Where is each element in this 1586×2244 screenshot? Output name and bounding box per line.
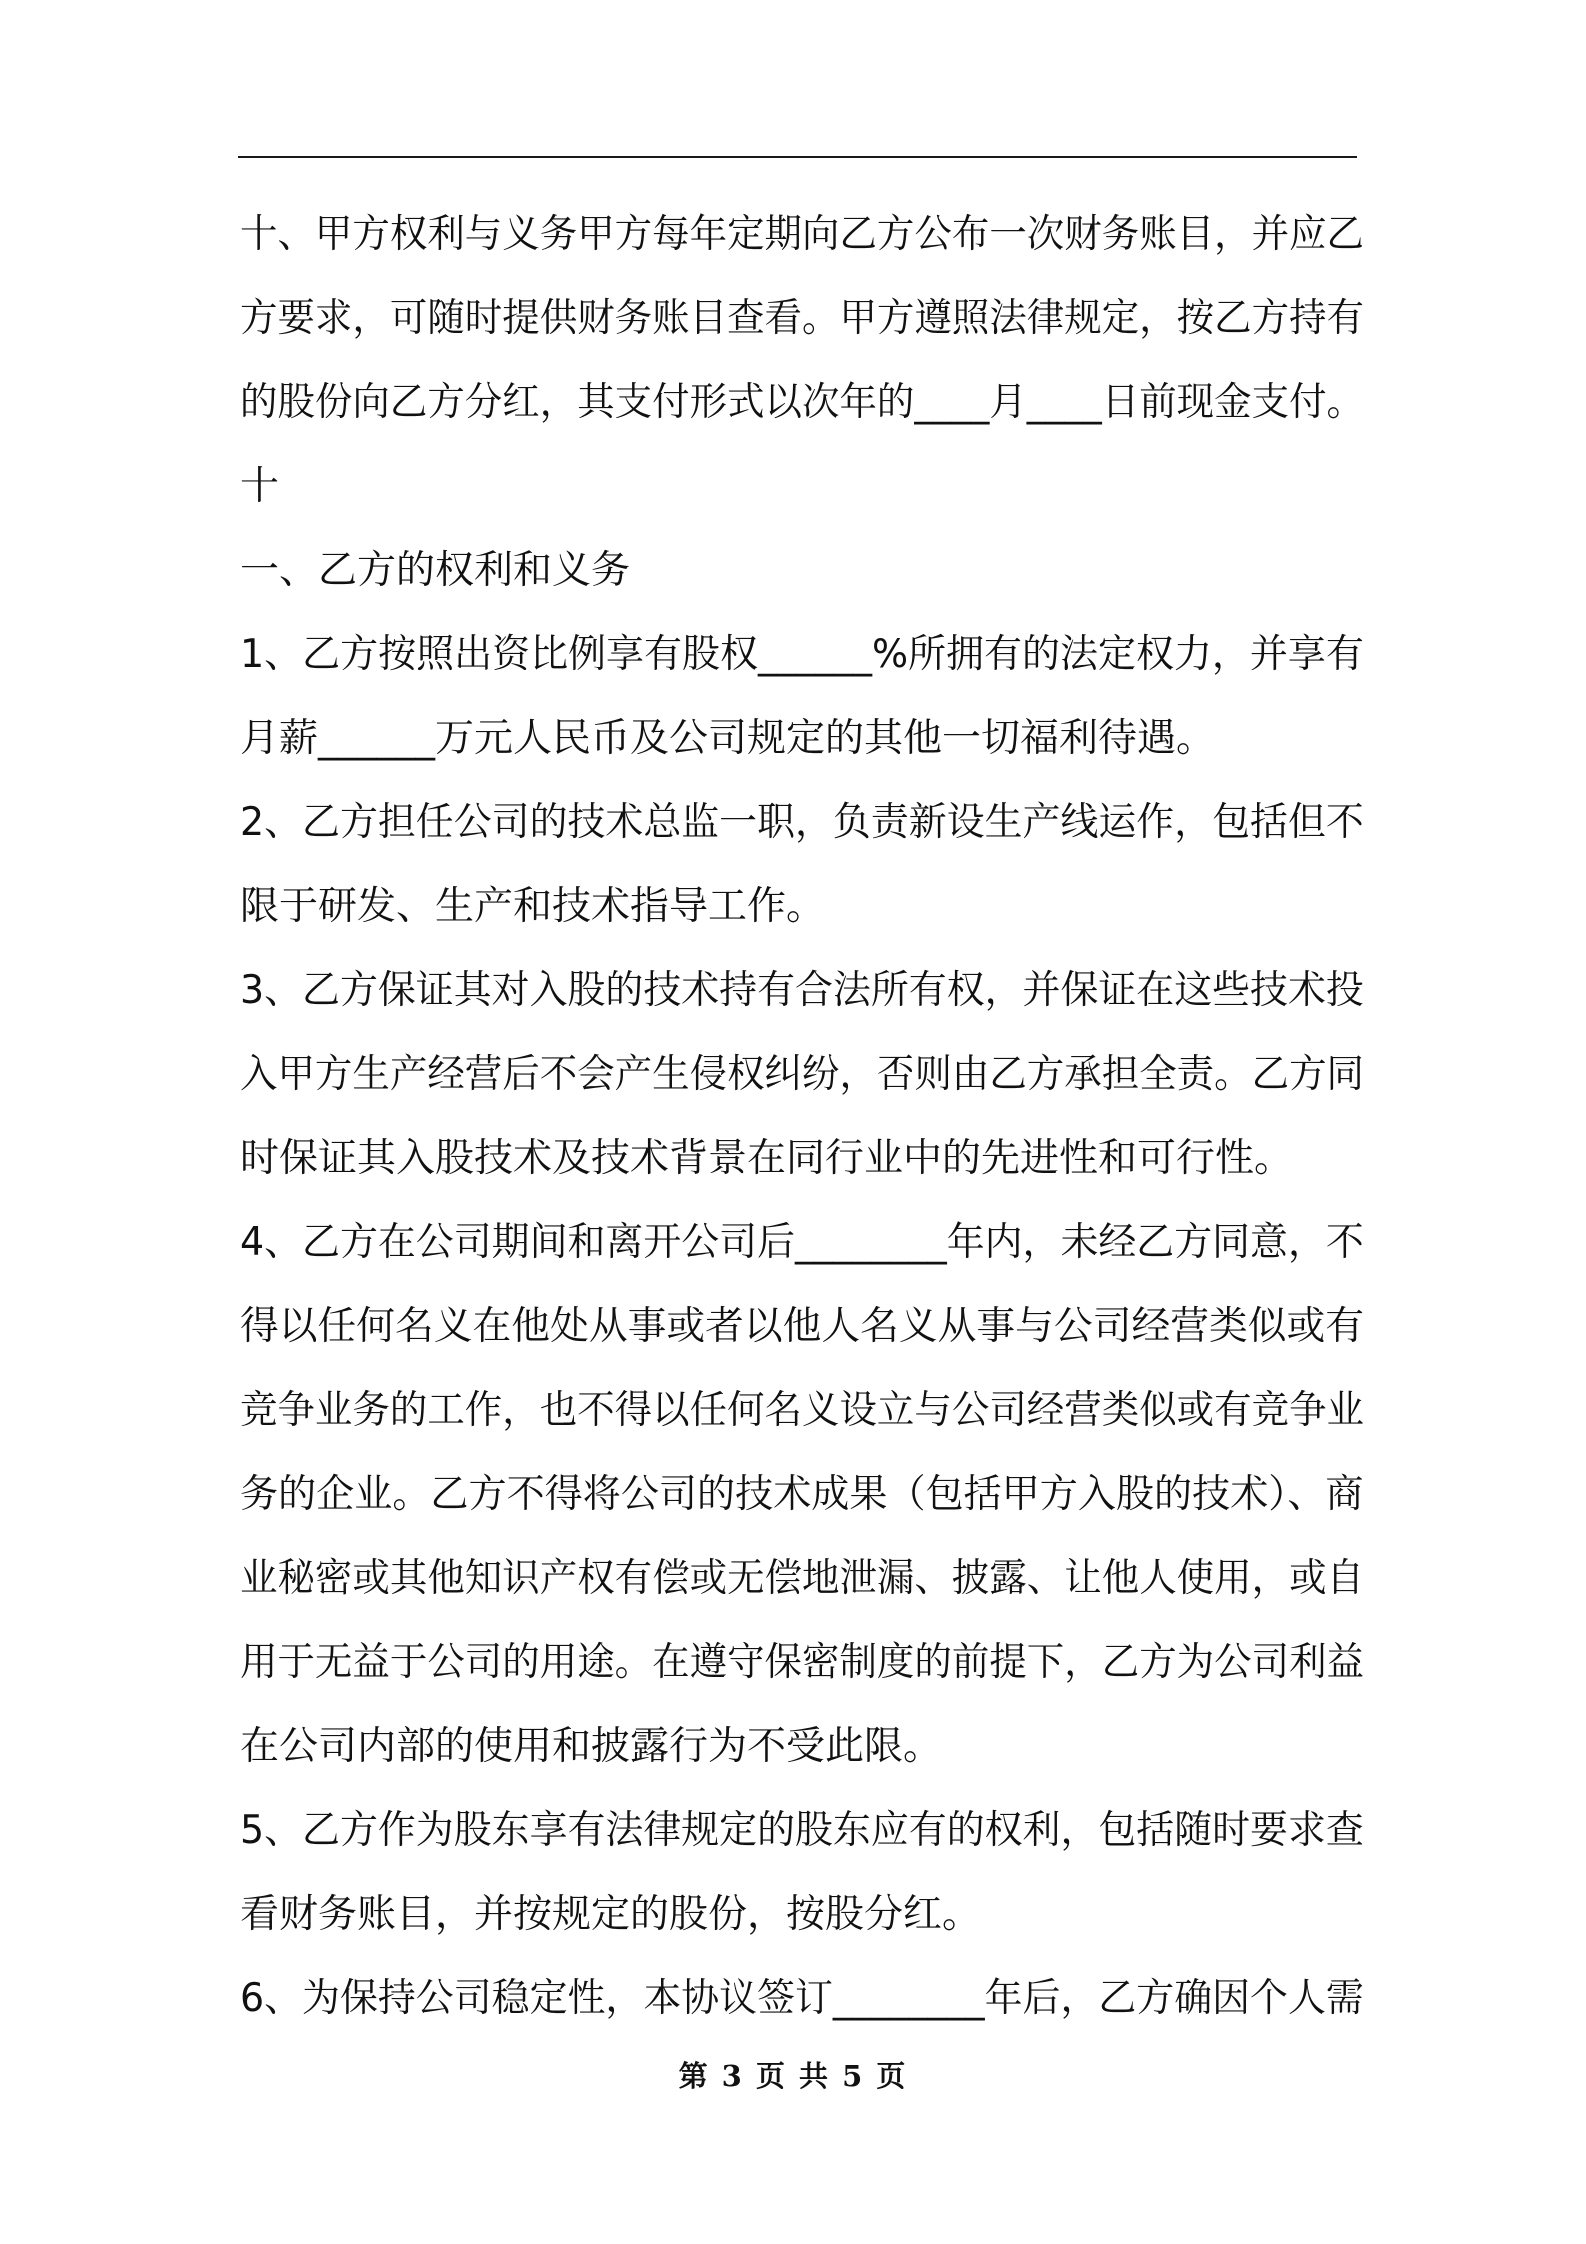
text-line: 十	[240, 464, 280, 509]
text-line: 业秘密或其他知识产权有偿或无偿地泄漏、披露、让他人使用，或自	[240, 1556, 1365, 1601]
clause-item-5	[240, 1789, 1364, 1957]
paragraph-article-10	[240, 193, 1364, 445]
text-line: 入甲方生产经营后不会产生侵权纠纷，否则由乙方承担全责。乙方同	[240, 1052, 1365, 1097]
clause-item-3	[240, 949, 1364, 1201]
text-line: 用于无益于公司的用途。在遵守保密制度的前提下，乙方为公司利益	[240, 1640, 1365, 1685]
clause-item-6	[240, 1957, 1364, 2041]
text-line: 3、乙方保证其对入股的技术持有合法所有权，并保证在这些技术投	[240, 968, 1364, 1013]
text-line: 一、乙方的权利和义务	[240, 548, 631, 593]
text-line: 看财务账目，并按规定的股份，按股分红。	[240, 1892, 982, 1937]
text-line: 得以任何名义在他处从事或者以他人名义从事与公司经营类似或有	[240, 1304, 1365, 1349]
text-line: 的股份向乙方分红，其支付形式以次年的____月____日前现金支付。	[240, 380, 1365, 425]
text-line: 月薪______万元人民币及公司规定的其他一切福利待遇。	[240, 716, 1216, 761]
header-rule	[238, 156, 1357, 158]
text-line: 5、乙方作为股东享有法律规定的股东应有的权利，包括随时要求查	[240, 1808, 1364, 1853]
text-line: 2、乙方担任公司的技术总监一职，负责新设生产线运作，包括但不	[240, 800, 1364, 845]
text-line: 竞争业务的工作，也不得以任何名义设立与公司经营类似或有竞争业	[240, 1388, 1365, 1433]
clause-item-1	[240, 613, 1364, 781]
text-line: 1、乙方按照出资比例享有股权______%所拥有的法定权力，并享有	[240, 632, 1364, 677]
page-number-footer: 第 3 页 共 5 页	[678, 2059, 908, 2093]
paragraph-article-11-number	[240, 445, 1364, 529]
text-line: 务的企业。乙方不得将公司的技术成果（包括甲方入股的技术）、商	[240, 1472, 1364, 1517]
text-line: 限于研发、生产和技术指导工作。	[240, 884, 826, 929]
text-line: 方要求，可随时提供财务账目查看。甲方遵照法律规定，按乙方持有	[240, 296, 1365, 341]
text-line: 十、甲方权利与义务甲方每年定期向乙方公布一次财务账目，并应乙	[240, 212, 1365, 257]
text-line: 在公司内部的使用和披露行为不受此限。	[240, 1724, 943, 1769]
text-line: 4、乙方在公司期间和离开公司后________年内，未经乙方同意，不	[240, 1220, 1364, 1265]
clause-item-4	[240, 1201, 1364, 1789]
text-line: 时保证其入股技术及技术背景在同行业中的先进性和可行性。	[240, 1136, 1294, 1181]
clause-item-2	[240, 781, 1364, 949]
text-line: 6、为保持公司稳定性，本协议签订________年后，乙方确因个人需	[240, 1976, 1364, 2021]
document-body	[240, 193, 1364, 2041]
section-heading	[240, 529, 1364, 613]
